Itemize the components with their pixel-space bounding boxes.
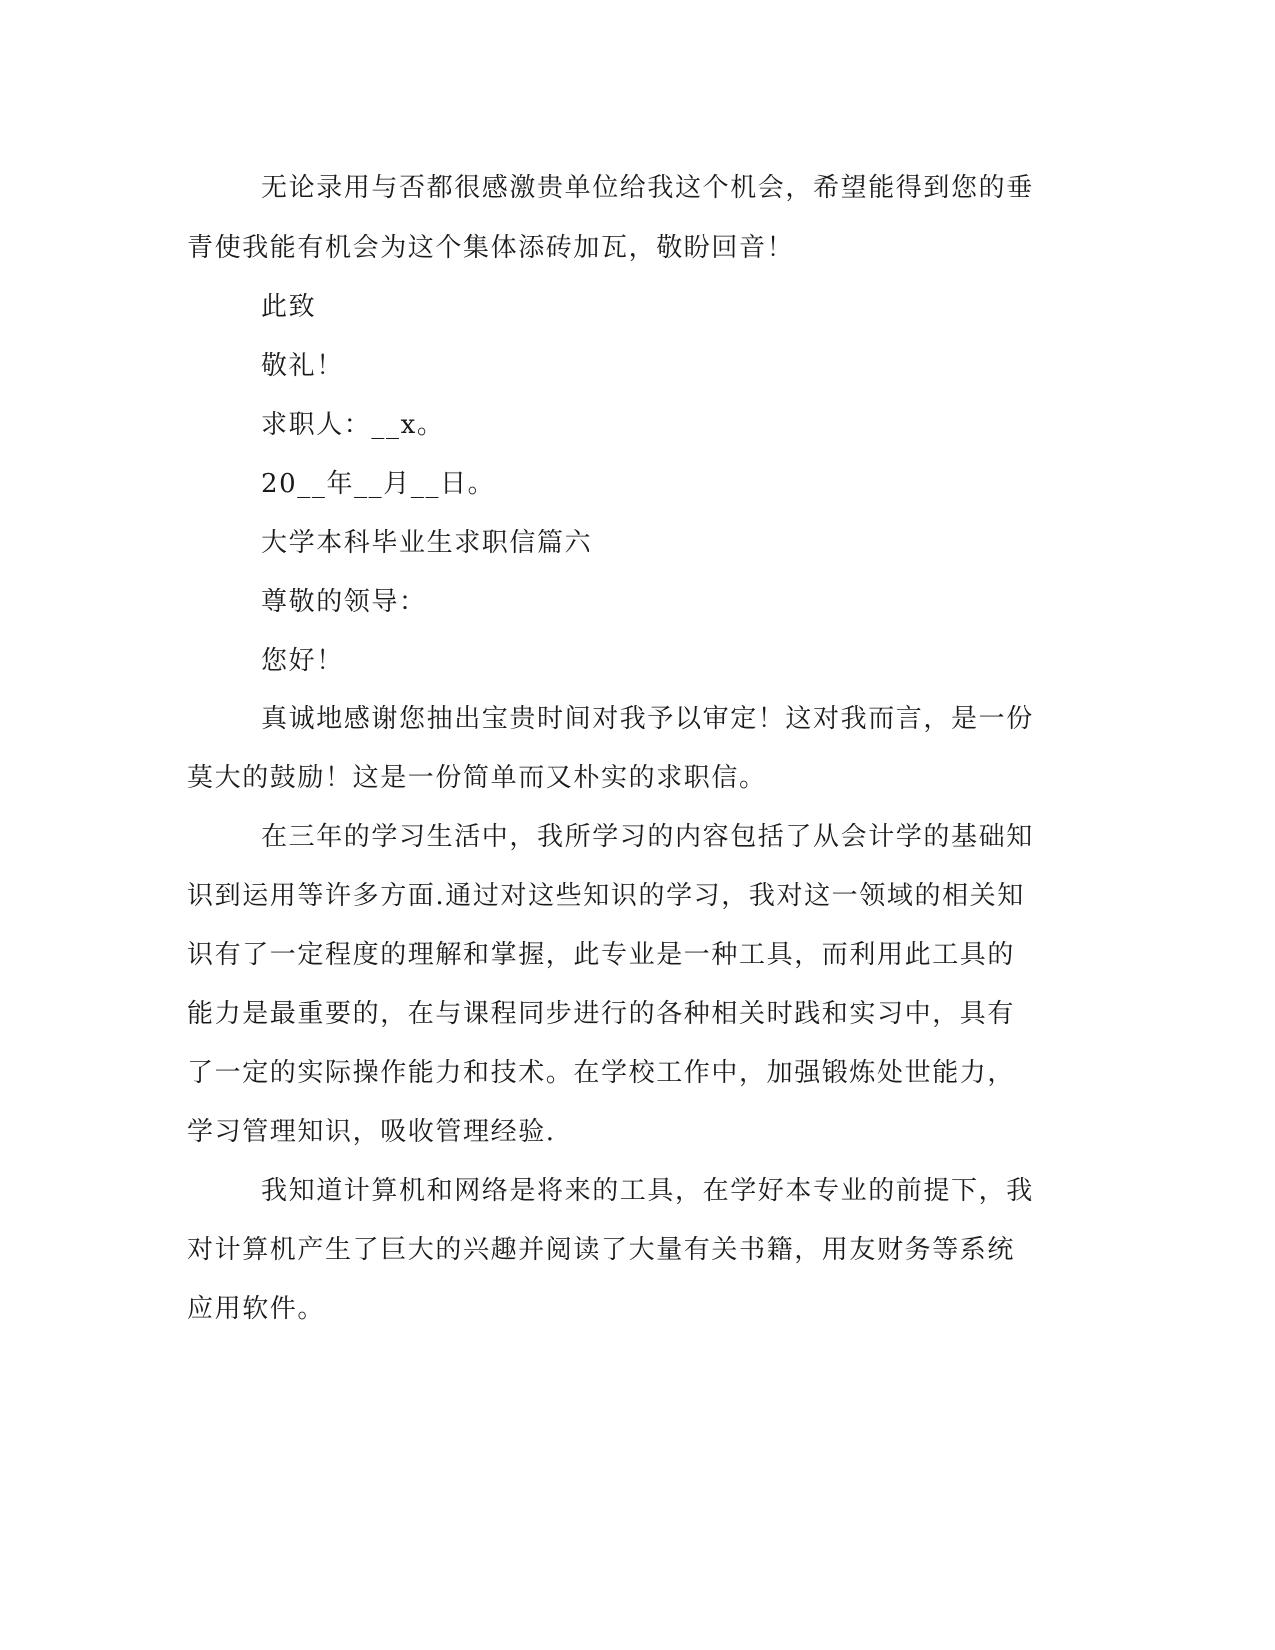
paragraph-line: 无论录用与否都很感激贵单位给我这个机会，希望能得到您的垂 [261,173,1034,203]
paragraph-line: 真诚地感谢您抽出宝贵时间对我予以审定！这对我而言，是一份 [261,704,1034,734]
paragraph-line: 对计算机产生了巨大的兴趣并阅读了大量有关书籍，用友财务等系统 [187,1235,1016,1265]
paragraph-line: 能力是最重要的，在与课程同步进行的各种相关时践和实习中，具有 [187,999,1016,1029]
paragraph-line: 在三年的学习生活中，我所学习的内容包括了从会计学的基础知 [261,822,1034,852]
section-heading: 大学本科毕业生求职信篇六 [261,528,593,558]
paragraph-line: 识有了一定程度的理解和掌握，此专业是一种工具，而利用此工具的 [187,940,1016,970]
closing-salutation: 此致 [261,292,317,322]
paragraph-line: 识到运用等许多方面.通过对这些知识的学习，我对这一领域的相关知 [187,881,1025,911]
paragraph-line: 青使我能有机会为这个集体添砖加瓦，敬盼回音！ [187,233,795,263]
letter-greeting: 尊敬的领导： [261,587,427,617]
paragraph-line: 学习管理知识，吸收管理经验. [187,1117,556,1147]
letter-date: 20__年__月__日。 [261,469,496,499]
letter-hello: 您好！ [261,646,344,676]
closing-regards: 敬礼！ [261,351,344,381]
paragraph-line: 莫大的鼓励！这是一份简单而又朴实的求职信。 [187,763,767,793]
paragraph-line: 了一定的实际操作能力和技术。在学校工作中，加强锻炼处世能力， [187,1058,1016,1088]
paragraph-line: 我知道计算机和网络是将来的工具，在学好本专业的前提下，我 [261,1176,1034,1206]
paragraph-line: 应用软件。 [187,1294,326,1324]
applicant-signature: 求职人：__x。 [261,410,445,440]
